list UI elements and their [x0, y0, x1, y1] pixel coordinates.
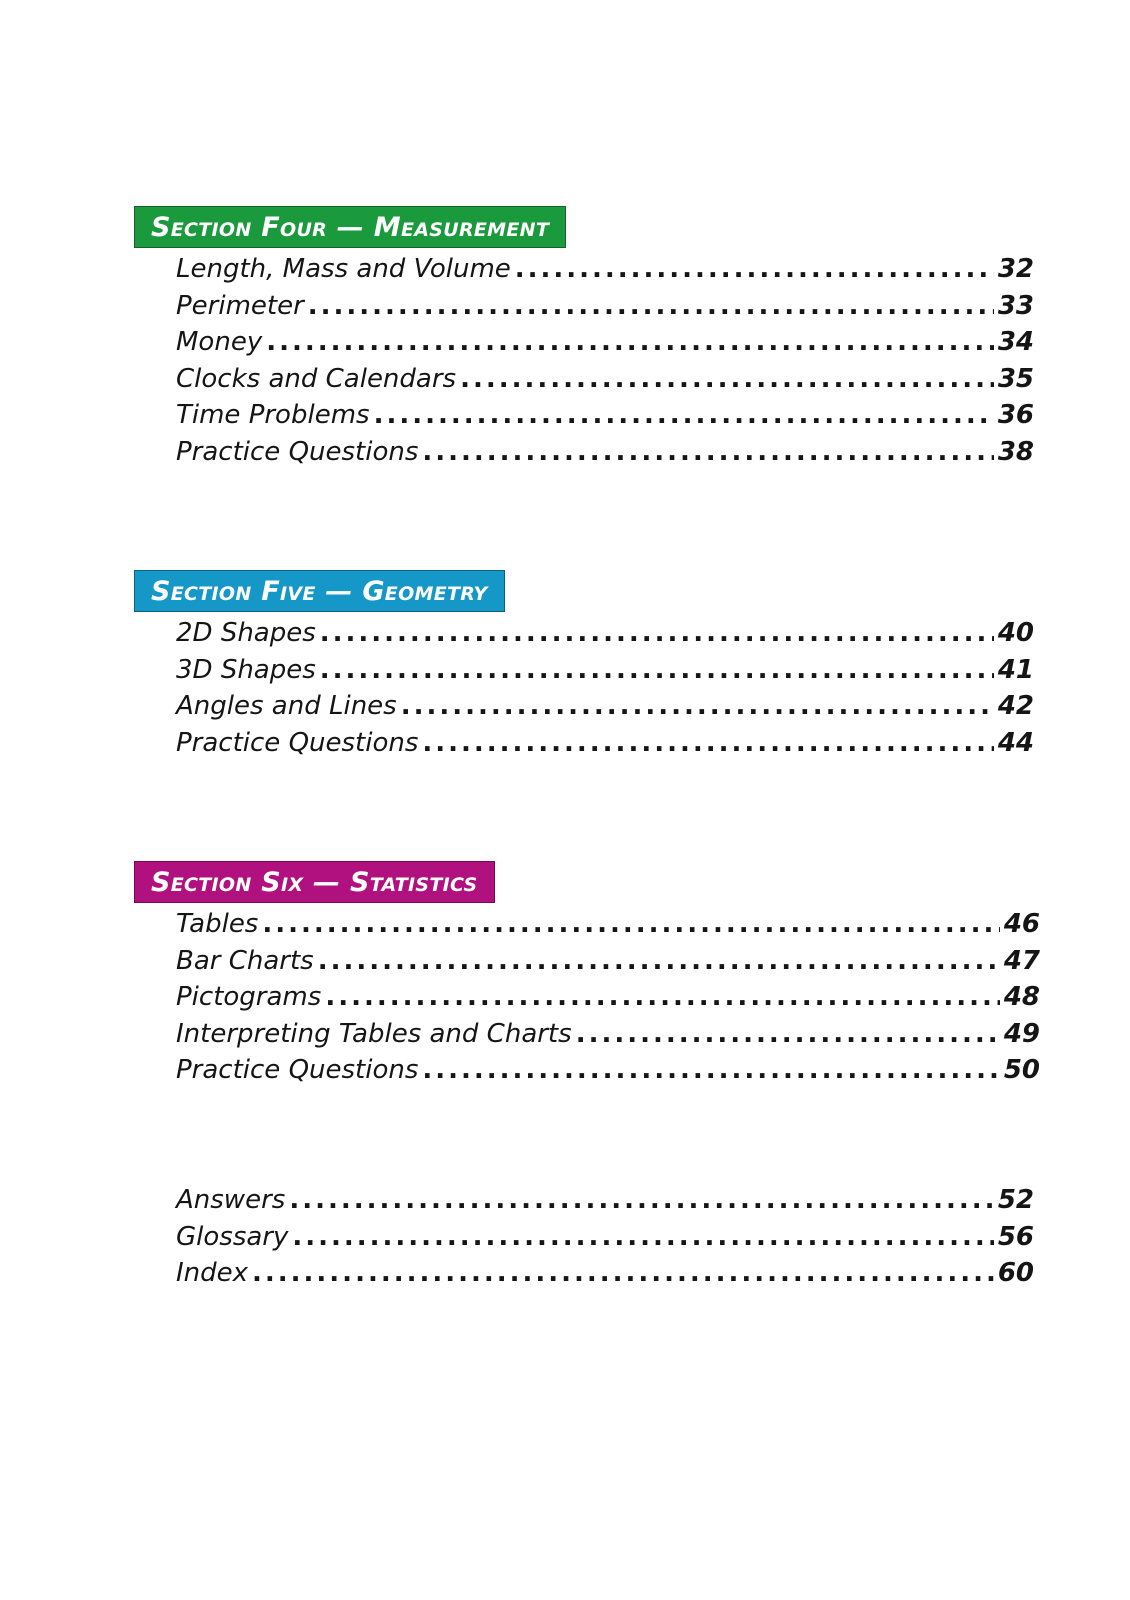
entry-title: Index: [176, 1258, 249, 1289]
dot-leader: [325, 982, 1000, 1012]
entry-page: 46: [1003, 909, 1040, 939]
section-five: [134, 570, 1034, 764]
entry-title: Bar Charts: [176, 945, 314, 976]
toc-entry[interactable]: [176, 909, 1040, 946]
section-four-header: Section Four — Measurement: [134, 206, 566, 248]
entry-title: Tables: [176, 909, 259, 939]
entry-page: 56: [997, 1221, 1034, 1252]
section-six: [134, 861, 1040, 1092]
toc-entry[interactable]: [176, 1185, 1034, 1222]
toc-entry[interactable]: [176, 982, 1040, 1019]
entry-page: 60: [997, 1258, 1034, 1289]
toc-entry[interactable]: [176, 1222, 1034, 1259]
toc-entry[interactable]: [176, 1019, 1040, 1056]
entry-title: Practice Questions: [176, 727, 419, 758]
entry-page: 41: [997, 654, 1034, 685]
entry-page: 35: [997, 363, 1034, 394]
toc-entry[interactable]: [176, 691, 1034, 728]
entry-page: 38: [997, 436, 1034, 467]
dot-leader: [576, 1019, 1000, 1049]
dot-leader: [318, 946, 1000, 976]
toc-entry[interactable]: [176, 1055, 1040, 1092]
entry-title: Perimeter: [176, 290, 304, 321]
dot-leader: [515, 254, 994, 284]
toc-entry[interactable]: [176, 291, 1034, 328]
entry-page: 49: [1003, 1018, 1040, 1049]
toc-entry[interactable]: [176, 728, 1034, 765]
toc-entry[interactable]: [176, 437, 1034, 474]
toc-entry[interactable]: [176, 327, 1034, 364]
toc-entry[interactable]: [176, 364, 1034, 401]
dot-leader: [460, 364, 994, 394]
dot-leader: [320, 618, 994, 648]
dot-leader: [289, 1185, 994, 1215]
toc-entry[interactable]: [176, 946, 1040, 983]
entry-page: 33: [997, 290, 1034, 321]
entry-title: Clocks and Calendars: [176, 363, 457, 394]
entry-title: 3D Shapes: [176, 654, 316, 685]
dot-leader: [308, 291, 994, 321]
section-five-header: Section Five — Geometry: [134, 570, 505, 612]
entry-title: Time Problems: [176, 400, 370, 431]
entry-title: Glossary: [176, 1221, 289, 1252]
dot-leader: [252, 1258, 994, 1288]
toc-entry[interactable]: [176, 655, 1034, 692]
dot-leader: [262, 909, 999, 939]
entry-title: Angles and Lines: [176, 691, 397, 722]
dot-leader: [401, 691, 994, 721]
entry-title: Practice Questions: [176, 1055, 419, 1086]
entry-title: Pictograms: [176, 982, 322, 1013]
entry-title: Money: [176, 327, 263, 358]
dot-leader: [422, 728, 993, 758]
dot-leader: [422, 437, 993, 467]
entry-page: 40: [997, 618, 1034, 648]
entry-title: Practice Questions: [176, 436, 419, 467]
entry-page: 52: [997, 1185, 1034, 1215]
entry-title: 2D Shapes: [176, 618, 316, 648]
toc-entry[interactable]: [176, 254, 1034, 291]
dot-leader: [374, 400, 994, 430]
back-matter-entries: [176, 1185, 1034, 1295]
entry-title: Answers: [176, 1185, 286, 1215]
entry-page: 34: [997, 327, 1034, 358]
toc-entry[interactable]: [176, 1258, 1034, 1295]
toc-entry[interactable]: [176, 618, 1034, 655]
back-matter: [134, 1185, 1034, 1295]
section-five-entries: [176, 618, 1034, 764]
section-six-entries: [176, 909, 1040, 1092]
entry-page: 48: [1003, 982, 1040, 1013]
entry-page: 36: [997, 400, 1034, 431]
entry-title: Length, Mass and Volume: [176, 254, 511, 284]
section-six-header: Section Six — Statistics: [134, 861, 495, 903]
section-four-entries: [176, 254, 1034, 474]
entry-page: 32: [997, 254, 1034, 284]
dot-leader: [422, 1055, 999, 1085]
section-four: [134, 206, 1034, 474]
dot-leader: [266, 327, 994, 357]
dot-leader: [292, 1222, 993, 1252]
entry-page: 50: [1003, 1055, 1040, 1086]
toc-entry[interactable]: [176, 400, 1034, 437]
entry-page: 47: [1003, 945, 1040, 976]
dot-leader: [320, 655, 994, 685]
entry-page: 42: [997, 691, 1034, 722]
entry-page: 44: [997, 727, 1034, 758]
entry-title: Interpreting Tables and Charts: [176, 1018, 572, 1049]
